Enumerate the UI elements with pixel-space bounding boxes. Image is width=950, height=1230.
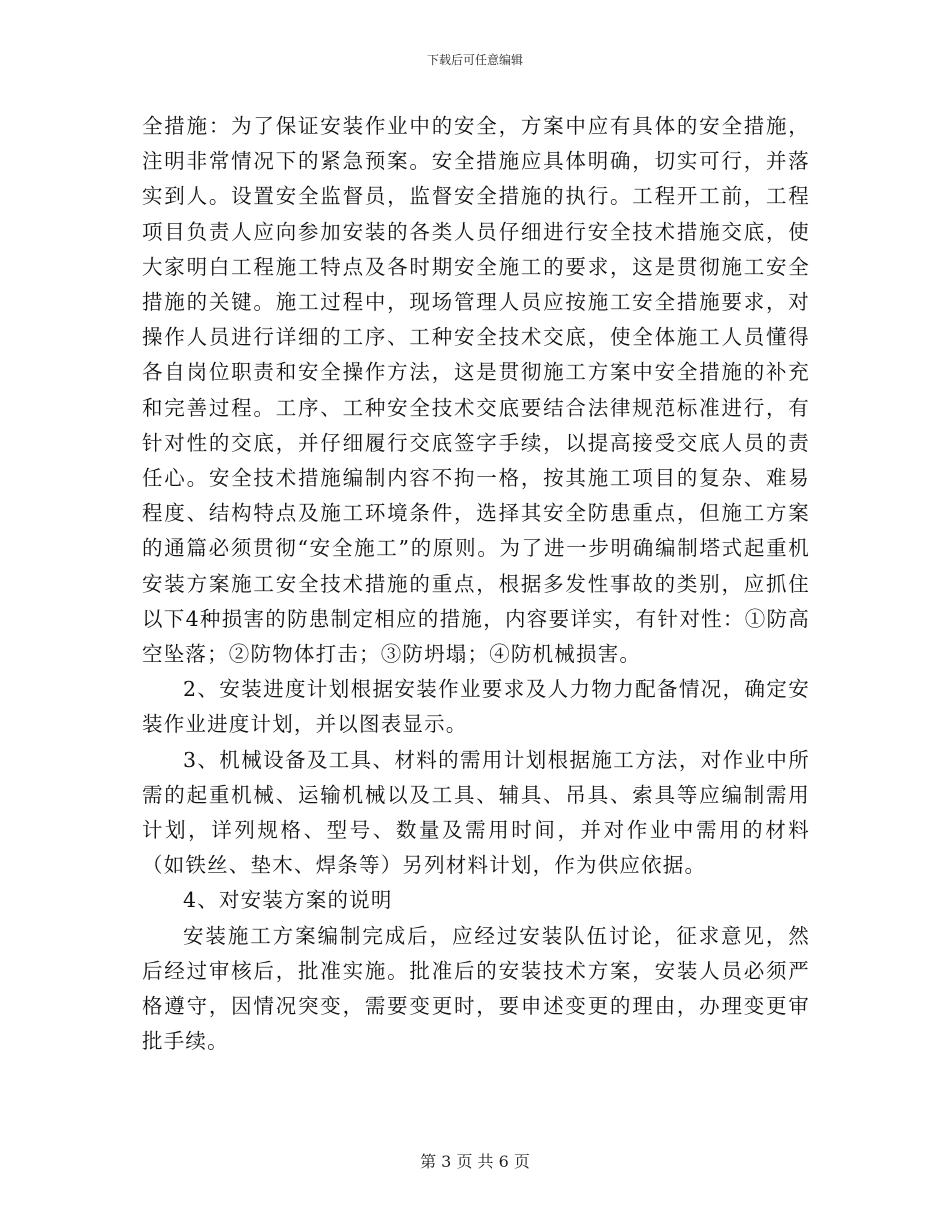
page-number: 第 3 页 共 6 页 xyxy=(420,1152,530,1171)
paragraph-plan-approval: 安装施工方案编制完成后，应经过安装队伍讨论，征求意见，然后经过审核后，批准实施。批准后的安装技术方案，安装人员必须严格遵守，因情况突变，需要变更时，要申述变更的理由，办理变更审批手续。 xyxy=(142,923,810,1054)
section-heading-plan-explanation: 4、对安装方案的说明 xyxy=(183,888,393,913)
page-header: 下载后可任意编辑 xyxy=(426,53,523,67)
paragraph-equipment-plan: 3、机械设备及工具、材料的需用计划根据施工方法，对作业中所需的起重机械、运输机械以及工具、辅具、吊具、索具等应编制需用计划，详列规格、型号、数量及需用时间，并对作业中需用的材料（如铁丝、垫木、焊条等）另列材料计划，作为供应依据。 xyxy=(142,747,810,878)
paragraph-installation-schedule: 2、安装进度计划根据安装作业要求及人力物力配备情况，确定安装作业进度计划，并以图表显示。 xyxy=(142,677,810,737)
paragraph-safety-measures: 全措施：为了保证安装作业中的安全，方案中应有具体的安全措施，注明非常情况下的紧急预案。安全措施应具体明确，切实可行，并落实到人。设置安全监督员，监督安全措施的执行。工程开工前，工程项目负责人应向参加安装的各类人员仔细进行安全技术措施交底，使大家明白工程施工特点及各时期安全施工的要求，这是贯彻施工安全措施的关键。施工过程中，现场管理人员应按施工安全措施要求，对操作人员进行详细的工序、工种安全技术交底，使全体施工人员懂得各自岗位职责和安全操作方法，这是贯彻施工方案中安全措施的补充和完善过程。工序、工种安全技术交底要结合法律规范标准进行，有针对性的交底，并仔细履行交底签字手续，以提高接受交底人员的责任心。安全技术措施编制内容不拘一格，按其施工项目的复杂、难易程度、结构特点及施工环境条件，选择其安全防患重点，但施工方案的通篇必须贯彻“安全施工”的原则。为了进一步明确编制塔式起重机安装方案施工安全技术措施的重点，根据多发性事故的类别，应抓住以下4种损害的防患制定相应的措施，内容要详实，有针对性：①防高空坠落；②防物体打击；③防坍塌；④防机械损害。 xyxy=(142,114,810,667)
document-body xyxy=(142,109,810,1059)
